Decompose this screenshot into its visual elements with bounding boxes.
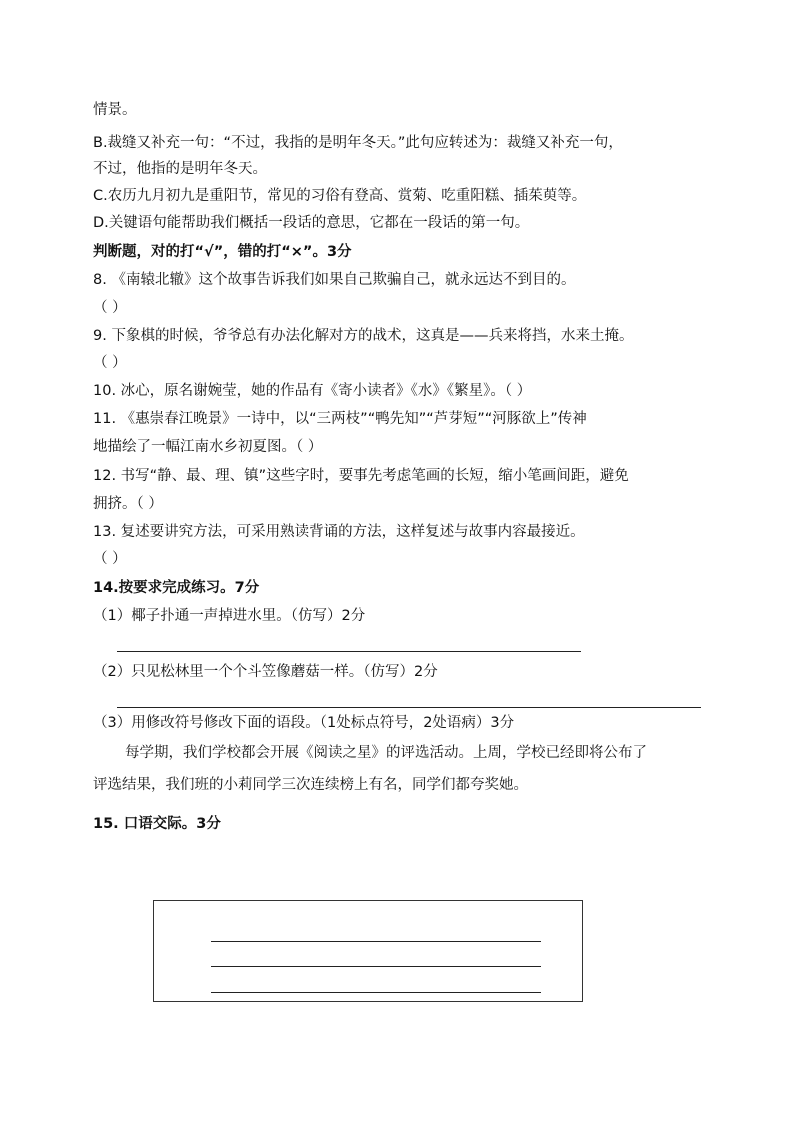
question-11-line1: 11. 《惠崇春江晚景》一诗中，以“三两枝”“鸭先知”“芦芽短”“河豚欲上”传神 — [93, 411, 587, 427]
edit-paragraph-line2: 评选结果，我们班的小莉同学三次连续榜上有名，同学们都夸奖她。 — [93, 777, 528, 793]
oral-answer-box — [153, 900, 583, 1002]
question-14-heading: 14.按要求完成练习。7分 — [93, 580, 260, 596]
question-14-sub-3: （3）用修改符号修改下面的语段。（1处标点符号，2处语病）3分 — [93, 715, 515, 731]
option-a-continuation: 情景。 — [93, 102, 137, 118]
question-9-answer-paren[interactable]: （ ） — [93, 355, 127, 371]
option-c: C.农历九月初九是重阳节，常见的习俗有登高、赏菊、吃重阳糕、插茱萸等。 — [93, 188, 587, 204]
oral-answer-line-3[interactable] — [211, 992, 541, 993]
answer-line-14-2[interactable] — [117, 707, 701, 708]
question-9: 9. 下象棋的时候，爷爷总有办法化解对方的战术，这真是——兵来将挡，水来土掩。 — [93, 328, 634, 344]
oral-answer-line-1[interactable] — [211, 941, 541, 942]
answer-line-14-1[interactable] — [117, 651, 581, 652]
question-10: 10. 冰心，原名谢婉莹，她的作品有《寄小读者》《水》《繁星》。（ ） — [93, 383, 532, 399]
option-b-line1: B.裁缝又补充一句：“不过，我指的是明年冬天。”此句应转述为：裁缝又补充一句， — [93, 135, 623, 151]
option-b-line2: 不过，他指的是明年冬天。 — [93, 161, 267, 177]
question-8: 8. 《南辕北辙》这个故事告诉我们如果自己欺骗自己，就永远达不到目的。 — [93, 272, 576, 288]
option-d: D.关键语句能帮助我们概括一段话的意思，它都在一段话的第一句。 — [93, 215, 530, 231]
question-8-answer-paren[interactable]: （ ） — [93, 300, 127, 316]
question-14-sub-2: （2）只见松林里一个个斗笠像蘑菇一样。（仿写）2分 — [93, 664, 438, 680]
question-13-answer-paren[interactable]: （ ） — [93, 551, 127, 567]
question-12-line2: 拥挤。（ ） — [93, 496, 163, 512]
question-12-line1: 12. 书写“静、最、理、镇”这些字时，要事先考虑笔画的长短，缩小笔画间距，避免 — [93, 468, 629, 484]
judge-section-heading: 判断题，对的打“√”，错的打“×”。3分 — [93, 244, 352, 260]
edit-paragraph-line1: 每学期，我们学校都会开展《阅读之星》的评选活动。上周，学校已经即将公布了 — [125, 745, 647, 761]
oral-answer-line-2[interactable] — [211, 966, 541, 967]
question-11-line2: 地描绘了一幅江南水乡初夏图。（ ） — [93, 439, 323, 455]
question-15-heading: 15. 口语交际。3分 — [93, 816, 221, 832]
question-14-sub-1: （1）椰子扑通一声掉进水里。（仿写）2分 — [93, 608, 366, 624]
question-13: 13. 复述要讲究方法，可采用熟读背诵的方法，这样复述与故事内容最接近。 — [93, 524, 585, 540]
